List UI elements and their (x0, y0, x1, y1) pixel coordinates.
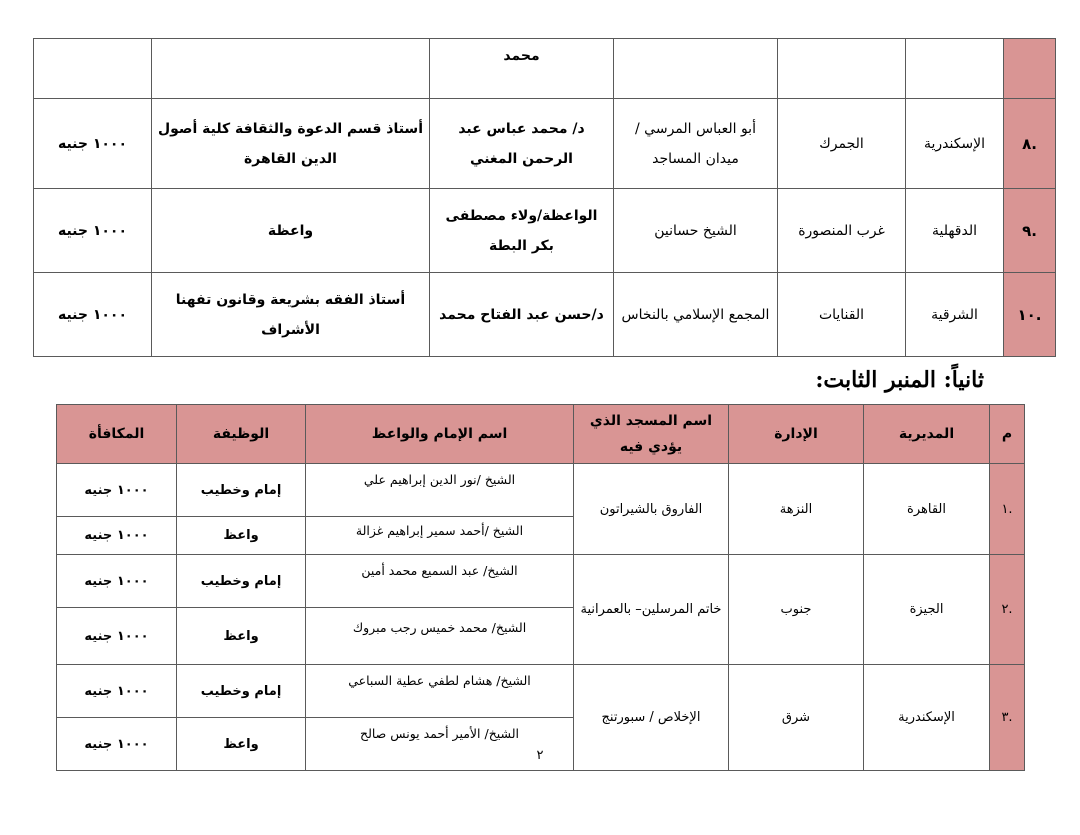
table-row (57, 665, 1025, 718)
row-number: .٢ (990, 555, 1025, 665)
row-number (1004, 39, 1056, 99)
job-cell: أستاذ الفقه بشريعة وقانون تفهنا الأشراف (152, 273, 430, 357)
reward-cell (34, 39, 152, 99)
name-cell: الواعظة/ولاء مصطفى بكر البطة (430, 189, 614, 273)
table-row (34, 99, 1056, 189)
imam-name-cell: الشيخ/ هشام لطفي عطية السباعي (306, 665, 574, 718)
reward-cell: ١٠٠٠ جنيه (57, 665, 177, 718)
row-number: .١ (990, 464, 1025, 555)
header-administration: الإدارة (729, 405, 864, 464)
administration-cell: الجمرك (778, 99, 906, 189)
job-cell: إمام وخطيب (177, 555, 306, 608)
job-cell: إمام وخطيب (177, 464, 306, 517)
directorate-cell: الدقهلية (906, 189, 1004, 273)
row-number: .٨ (1004, 99, 1056, 189)
job-cell: واعظ (177, 718, 306, 771)
job-cell: إمام وخطيب (177, 665, 306, 718)
table-header-row (57, 405, 1025, 464)
table-row (57, 464, 1025, 517)
mosque-cell: الشيخ حسانين (614, 189, 778, 273)
row-number: .١٠ (1004, 273, 1056, 357)
header-imam: اسم الإمام والواعظ (306, 405, 574, 464)
imam-name-cell: الشيخ/ محمد خميس رجب مبروك (306, 608, 574, 665)
page-number: ٢ (536, 748, 544, 763)
reward-cell: ١٠٠٠ جنيه (34, 99, 152, 189)
directorate-cell: الشرقية (906, 273, 1004, 357)
job-cell: واعظة (152, 189, 430, 273)
mosque-cell (614, 39, 778, 99)
row-number: .٣ (990, 665, 1025, 771)
administration-cell (778, 39, 906, 99)
row-number: .٩ (1004, 189, 1056, 273)
reward-cell: ١٠٠٠ جنيه (57, 718, 177, 771)
administration-cell: جنوب (729, 555, 864, 665)
table-row (34, 189, 1056, 273)
reward-cell: ١٠٠٠ جنيه (34, 273, 152, 357)
job-cell: أستاذ قسم الدعوة والثقافة كلية أصول الدين القاهرة (152, 99, 430, 189)
header-number: م (990, 405, 1025, 464)
directorate-cell (906, 39, 1004, 99)
reward-cell: ١٠٠٠ جنيه (57, 555, 177, 608)
mosque-cell: المجمع الإسلامي بالنخاس (614, 273, 778, 357)
reward-cell: ١٠٠٠ جنيه (57, 517, 177, 555)
table-row (34, 39, 1056, 99)
directorate-cell: الجيزة (864, 555, 990, 665)
reward-cell: ١٠٠٠ جنيه (34, 189, 152, 273)
header-directorate: المديرية (864, 405, 990, 464)
mosque-cell: أبو العباس المرسي / ميدان المساجد (614, 99, 778, 189)
fixed-pulpit-table (56, 404, 1025, 771)
imam-name-cell: الشيخ/ الأمير أحمد يونس صالح (306, 718, 574, 771)
job-cell: واعظ (177, 517, 306, 555)
header-mosque: اسم المسجد الذي يؤدي فيه (574, 405, 729, 464)
awards-table-continued (33, 38, 1056, 357)
imam-name-cell: الشيخ /أحمد سمير إبراهيم غزالة (306, 517, 574, 555)
imam-name-cell: الشيخ/ عبد السميع محمد أمين (306, 555, 574, 608)
administration-cell: شرق (729, 665, 864, 771)
directorate-cell: القاهرة (864, 464, 990, 555)
table-row (34, 273, 1056, 357)
name-cell: د/ محمد عباس عبد الرحمن المغني (430, 99, 614, 189)
reward-cell: ١٠٠٠ جنيه (57, 464, 177, 517)
imam-name-cell: الشيخ /نور الدين إبراهيم علي (306, 464, 574, 517)
mosque-cell: الإخلاص / سبورتنج (574, 665, 729, 771)
administration-cell: غرب المنصورة (778, 189, 906, 273)
header-job: الوظيفة (177, 405, 306, 464)
directorate-cell: الإسكندرية (906, 99, 1004, 189)
section-heading: ثانياً: المنبر الثابت: (815, 367, 984, 393)
job-cell (152, 39, 430, 99)
directorate-cell: الإسكندرية (864, 665, 990, 771)
administration-cell: القنايات (778, 273, 906, 357)
name-cell: د/حسن عبد الفتاح محمد (430, 273, 614, 357)
mosque-cell: خاتم المرسلين– بالعمرانية (574, 555, 729, 665)
job-cell: واعظ (177, 608, 306, 665)
header-reward: المكافأة (57, 405, 177, 464)
administration-cell: النزهة (729, 464, 864, 555)
mosque-cell: الفاروق بالشيراتون (574, 464, 729, 555)
name-cell: محمد (430, 39, 614, 99)
reward-cell: ١٠٠٠ جنيه (57, 608, 177, 665)
table-row (57, 555, 1025, 608)
